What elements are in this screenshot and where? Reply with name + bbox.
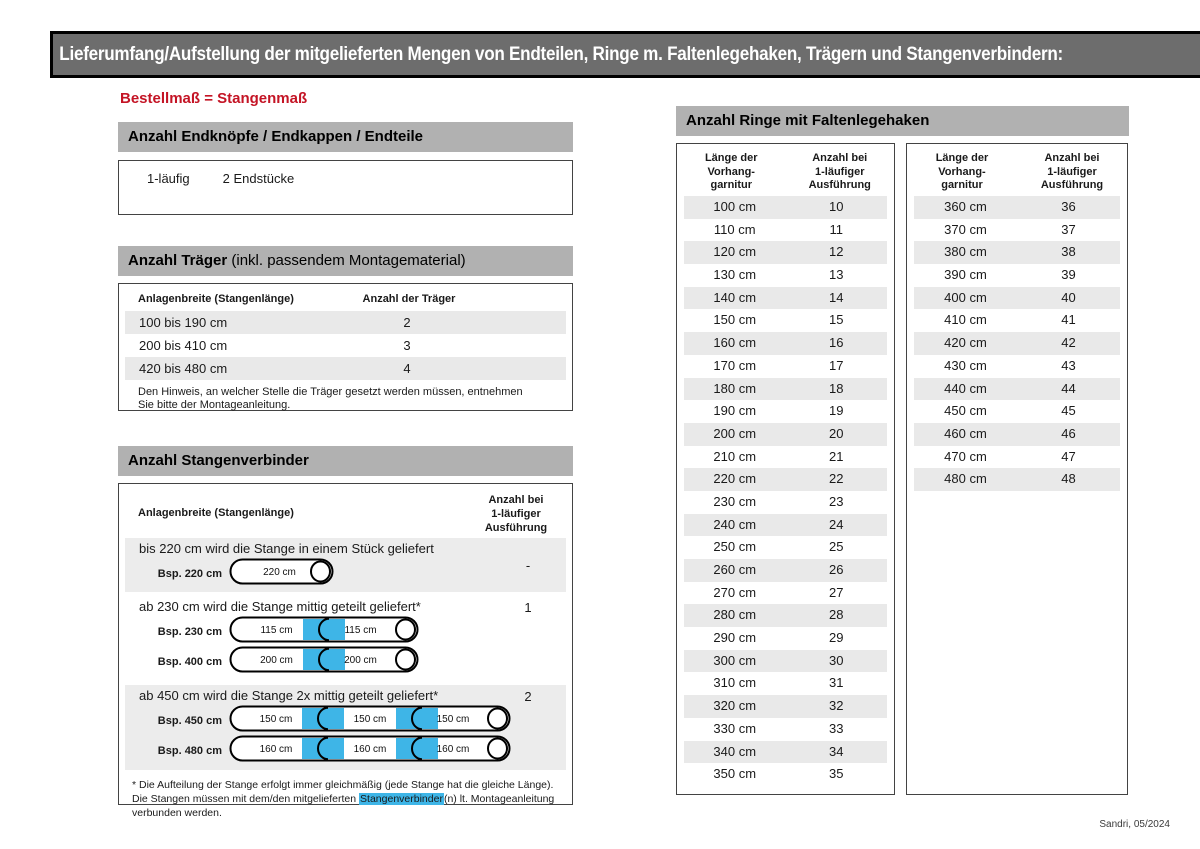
traeger-count: 3 — [403, 338, 411, 353]
table-row — [914, 287, 1120, 310]
ring-count: 13 — [829, 267, 844, 283]
verbinder-col2-header — [472, 493, 560, 535]
ring-length: 460 cm — [944, 425, 987, 441]
ringe-col1-line1: Länge der — [704, 152, 758, 164]
table-row — [684, 378, 887, 401]
ring-length: 470 cm — [944, 448, 987, 464]
rod-diagram — [229, 616, 419, 648]
ringe-col2-line2: 1-läufiger — [1047, 165, 1097, 178]
ring-length: 440 cm — [944, 380, 987, 396]
ring-count: 14 — [829, 289, 844, 305]
verbinder-group-2-text: ab 230 cm wird die Stange mittig geteilt geliefert* — [139, 599, 421, 614]
ring-length: 190 cm — [713, 403, 757, 419]
traeger-box — [118, 283, 573, 411]
traeger-count: 4 — [403, 361, 411, 376]
ring-count: 23 — [829, 493, 844, 509]
table-row — [684, 468, 887, 491]
table-row — [684, 604, 887, 627]
rod-diagram — [229, 735, 511, 767]
svg-text:160 cm: 160 cm — [353, 744, 387, 755]
traeger-range: 200 bis 410 cm — [139, 338, 228, 353]
ring-length: 450 cm — [944, 403, 987, 419]
ring-length: 330 cm — [713, 720, 757, 736]
ring-count: 20 — [829, 425, 844, 441]
rod-example-row — [125, 647, 566, 677]
verbinder-box — [118, 483, 573, 819]
ringe-col2-line2: 1-läufiger — [814, 165, 865, 178]
ring-count: 31 — [829, 675, 844, 691]
ring-count: 25 — [829, 539, 844, 555]
ring-length: 280 cm — [713, 607, 757, 623]
rod-diagram — [229, 558, 334, 590]
ring-count: 19 — [829, 403, 844, 419]
ring-count: 43 — [1061, 357, 1076, 373]
ring-count: 40 — [1061, 289, 1076, 305]
svg-text:160 cm: 160 cm — [436, 744, 470, 755]
ringe-table-1-body — [677, 196, 894, 786]
ring-length: 130 cm — [713, 267, 757, 283]
rod-example-row — [125, 617, 566, 647]
ring-count: 46 — [1061, 425, 1076, 441]
ring-length: 220 cm — [713, 471, 757, 487]
ring-length: 240 cm — [713, 516, 757, 532]
verbinder-group-1-count: - — [525, 558, 531, 573]
table-row — [684, 672, 887, 695]
section-header-endteile-label: Anzahl Endknöpfe / Endkappen / Endteile — [128, 128, 424, 145]
title-bar — [50, 31, 1200, 78]
traeger-count: 2 — [403, 315, 411, 330]
ring-count: 18 — [829, 380, 844, 396]
ringe-col1-header — [907, 152, 1017, 196]
verbinder-col2-line1: Anzahl bei — [488, 494, 544, 506]
svg-text:200 cm: 200 cm — [344, 655, 377, 666]
ringe-col2-line1: Anzahl bei — [1044, 152, 1100, 164]
table-row — [914, 378, 1120, 401]
ringe-col1-line2: Vorhang- — [938, 165, 986, 178]
ring-length: 480 cm — [944, 471, 987, 487]
svg-text:150 cm: 150 cm — [259, 714, 293, 725]
ring-length: 200 cm — [713, 425, 757, 441]
ringe-col1-line1: Länge der — [935, 152, 989, 164]
table-row — [914, 309, 1120, 332]
ringe-col1-line2: Vorhang- — [707, 165, 755, 178]
table-row — [914, 332, 1120, 355]
traeger-table-head — [119, 284, 572, 311]
ringe-table-1 — [676, 143, 895, 795]
section-header-traeger-bold: Anzahl Träger — [128, 252, 228, 269]
table-row — [684, 446, 887, 469]
ringe-col1-line3: garnitur — [710, 179, 753, 191]
verbinder-col2-line3: Ausführung — [484, 522, 548, 534]
ring-length: 380 cm — [944, 244, 987, 260]
svg-text:150 cm: 150 cm — [353, 714, 387, 725]
ring-length: 400 cm — [944, 289, 987, 305]
verbinder-footnote — [119, 770, 572, 820]
table-row — [684, 264, 887, 287]
table-row — [914, 400, 1120, 423]
footnote-after: (n) lt. Montageanleitung verbunden werden. — [132, 793, 555, 819]
ring-count: 10 — [829, 199, 844, 214]
ring-length: 310 cm — [713, 675, 757, 691]
table-row — [684, 196, 887, 219]
document-footer: Sandri, 05/2024 — [1099, 819, 1170, 830]
ringe-col2-header — [786, 152, 895, 196]
ringe-table-2-body — [907, 196, 1127, 491]
ring-length: 160 cm — [713, 335, 757, 351]
ring-count: 30 — [829, 652, 844, 668]
ring-length: 250 cm — [713, 539, 757, 555]
ring-length: 110 cm — [713, 221, 756, 237]
verbinder-col2-line2: 1-läufiger — [491, 508, 541, 520]
table-row — [684, 718, 887, 741]
ring-length: 230 cm — [713, 493, 757, 509]
ring-length: 420 cm — [944, 335, 987, 351]
verbinder-group-1 — [125, 538, 566, 592]
section-header-endteile — [118, 122, 573, 152]
ringe-col2-line1: Anzahl bei — [812, 152, 868, 164]
rod-example-row — [125, 559, 566, 588]
ring-length: 390 cm — [944, 267, 987, 283]
section-header-traeger-rest: (inkl. passendem Montagematerial) — [227, 252, 466, 269]
ring-length: 320 cm — [713, 698, 757, 714]
traeger-range: 100 bis 190 cm — [139, 315, 228, 330]
ringe-col2-line3: Ausführung — [1040, 179, 1104, 191]
ring-length: 210 cm — [713, 448, 757, 464]
svg-text:220 cm: 220 cm — [263, 566, 296, 578]
ringe-col1-header — [677, 152, 786, 196]
ringe-col2-line3: Ausführung — [808, 179, 871, 191]
ring-count: 35 — [829, 766, 844, 782]
verbinder-group-3-count: 2 — [524, 689, 532, 704]
ring-length: 430 cm — [944, 357, 987, 373]
ring-count: 37 — [1061, 221, 1076, 237]
ring-length: 360 cm — [944, 199, 987, 214]
table-row — [914, 264, 1120, 287]
ring-count: 36 — [1061, 199, 1076, 214]
table-row — [125, 311, 566, 334]
svg-text:200 cm: 200 cm — [260, 655, 293, 666]
ring-count: 11 — [829, 221, 843, 237]
footnote-before: * Die Aufteilung der Stange erfolgt immer gleichmäßig (jede Stange hat die gleiche Länge). Die Stangen müssen mit dem/den mitgelieferten — [132, 779, 554, 805]
traeger-col2-header: Anzahl der Träger — [362, 293, 456, 305]
ring-length: 300 cm — [713, 652, 757, 668]
rod-example-label: Bsp. 480 cm — [157, 745, 222, 757]
ring-count: 12 — [829, 244, 844, 260]
ring-count: 17 — [829, 357, 844, 373]
verbinder-col1-header: Anlagenbreite (Stangenlänge) — [138, 507, 294, 519]
table-row — [914, 446, 1120, 469]
section-header-verbinder-label: Anzahl Stangenverbinder — [128, 452, 309, 469]
ring-count: 24 — [829, 516, 844, 532]
footnote-highlight: Stangenverbinder — [360, 793, 443, 805]
rod-example-label: Bsp. 220 cm — [157, 567, 222, 580]
table-row — [684, 514, 887, 537]
table-row — [684, 763, 887, 786]
ringe-col1-line3: garnitur — [941, 179, 983, 191]
table-row — [684, 650, 887, 673]
table-row — [914, 241, 1120, 264]
traeger-range: 420 bis 480 cm — [139, 361, 228, 376]
ring-count: 47 — [1061, 448, 1076, 464]
svg-text:115 cm: 115 cm — [260, 625, 293, 636]
order-measure-note: Bestellmaß = Stangenmaß — [120, 90, 308, 107]
ring-length: 290 cm — [713, 630, 757, 646]
ringe-table-2-head — [907, 144, 1127, 196]
endteile-row — [119, 161, 572, 186]
ring-count: 48 — [1061, 471, 1076, 487]
table-row — [914, 355, 1120, 378]
section-header-traeger — [118, 246, 573, 276]
table-row — [684, 241, 887, 264]
section-header-ringe — [676, 106, 1129, 136]
ring-count: 34 — [829, 743, 844, 759]
ring-count: 16 — [829, 335, 844, 351]
svg-text:150 cm: 150 cm — [436, 714, 470, 725]
table-row — [684, 695, 887, 718]
table-row — [684, 559, 887, 582]
ring-count: 41 — [1061, 312, 1076, 328]
rod-example-label: Bsp. 230 cm — [157, 626, 222, 638]
ring-length: 370 cm — [944, 221, 987, 237]
rod-example-label: Bsp. 450 cm — [157, 715, 222, 727]
traeger-table-body — [119, 311, 572, 380]
ring-count: 38 — [1061, 244, 1076, 260]
table-row — [684, 627, 887, 650]
ring-count: 15 — [829, 312, 844, 328]
table-row — [125, 334, 566, 357]
table-row — [684, 332, 887, 355]
ring-count: 29 — [829, 630, 844, 646]
ring-count: 21 — [829, 448, 844, 464]
table-row — [684, 309, 887, 332]
ring-length: 170 cm — [713, 357, 757, 373]
verbinder-table-head — [119, 484, 572, 538]
ring-count: 32 — [829, 698, 844, 714]
rod-example-label: Bsp. 400 cm — [157, 656, 222, 668]
rod-diagram — [229, 705, 511, 737]
section-header-ringe-label: Anzahl Ringe mit Faltenlegehaken — [686, 112, 930, 129]
table-row — [684, 287, 887, 310]
verbinder-group-3-text: ab 450 cm wird die Stange 2x mittig geteilt geliefert* — [139, 688, 439, 703]
svg-text:115 cm: 115 cm — [344, 625, 377, 636]
ring-count: 22 — [829, 471, 844, 487]
traeger-col1-header: Anlagenbreite (Stangenlänge) — [138, 293, 294, 305]
ring-count: 33 — [829, 720, 844, 736]
svg-text:160 cm: 160 cm — [259, 744, 293, 755]
ring-length: 140 cm — [713, 289, 757, 305]
table-row — [684, 741, 887, 764]
table-row — [684, 536, 887, 559]
rod-example-row — [125, 736, 566, 766]
ringe-col2-header — [1017, 152, 1127, 196]
table-row — [125, 357, 566, 380]
ring-length: 260 cm — [713, 562, 757, 577]
verbinder-group-1-text: bis 220 cm wird die Stange in einem Stück geliefert — [139, 541, 434, 556]
ring-length: 120 cm — [713, 244, 757, 260]
table-row — [684, 582, 887, 605]
verbinder-group-2 — [125, 596, 566, 681]
ring-length: 100 cm — [713, 199, 757, 214]
ringe-table-2 — [906, 143, 1128, 795]
page-title: Lieferumfang/Aufstellung der mitgelieferten Mengen von Endteilen, Ringe m. Faltenlegehaken, Trägern und Stangenverbindern: — [59, 43, 1063, 65]
ring-length: 350 cm — [713, 766, 757, 782]
ring-length: 270 cm — [713, 584, 757, 600]
table-row — [684, 355, 887, 378]
table-row — [914, 423, 1120, 446]
ring-length: 410 cm — [944, 312, 987, 328]
traeger-note: Den Hinweis, an welcher Stelle die Träger gesetzt werden müssen, entnehmen Sie bitte der Montageanleitung. — [138, 386, 523, 411]
ring-count: 44 — [1061, 380, 1076, 396]
ring-count: 39 — [1061, 267, 1076, 283]
endteile-type: 1-läufig — [147, 171, 190, 186]
rod-diagram — [229, 646, 419, 678]
verbinder-group-3 — [125, 685, 566, 770]
table-row — [684, 400, 887, 423]
ring-count: 27 — [829, 584, 844, 600]
ring-count: 28 — [829, 607, 844, 623]
ring-count: 42 — [1061, 335, 1076, 351]
ring-length: 340 cm — [713, 743, 757, 759]
table-row — [684, 423, 887, 446]
table-row — [914, 468, 1120, 491]
endteile-box — [118, 160, 573, 215]
verbinder-group-2-count: 1 — [524, 600, 532, 615]
ring-count: 45 — [1061, 403, 1076, 419]
ring-count: 26 — [829, 562, 844, 577]
table-row — [684, 491, 887, 514]
table-row — [914, 219, 1120, 242]
ring-length: 180 cm — [713, 380, 757, 396]
rod-example-row — [125, 706, 566, 736]
endteile-value: 2 Endstücke — [222, 171, 295, 186]
section-header-verbinder — [118, 446, 573, 476]
table-row — [914, 196, 1120, 219]
table-row — [684, 219, 887, 242]
ring-length: 150 cm — [713, 312, 757, 328]
ringe-table-1-head — [677, 144, 894, 196]
